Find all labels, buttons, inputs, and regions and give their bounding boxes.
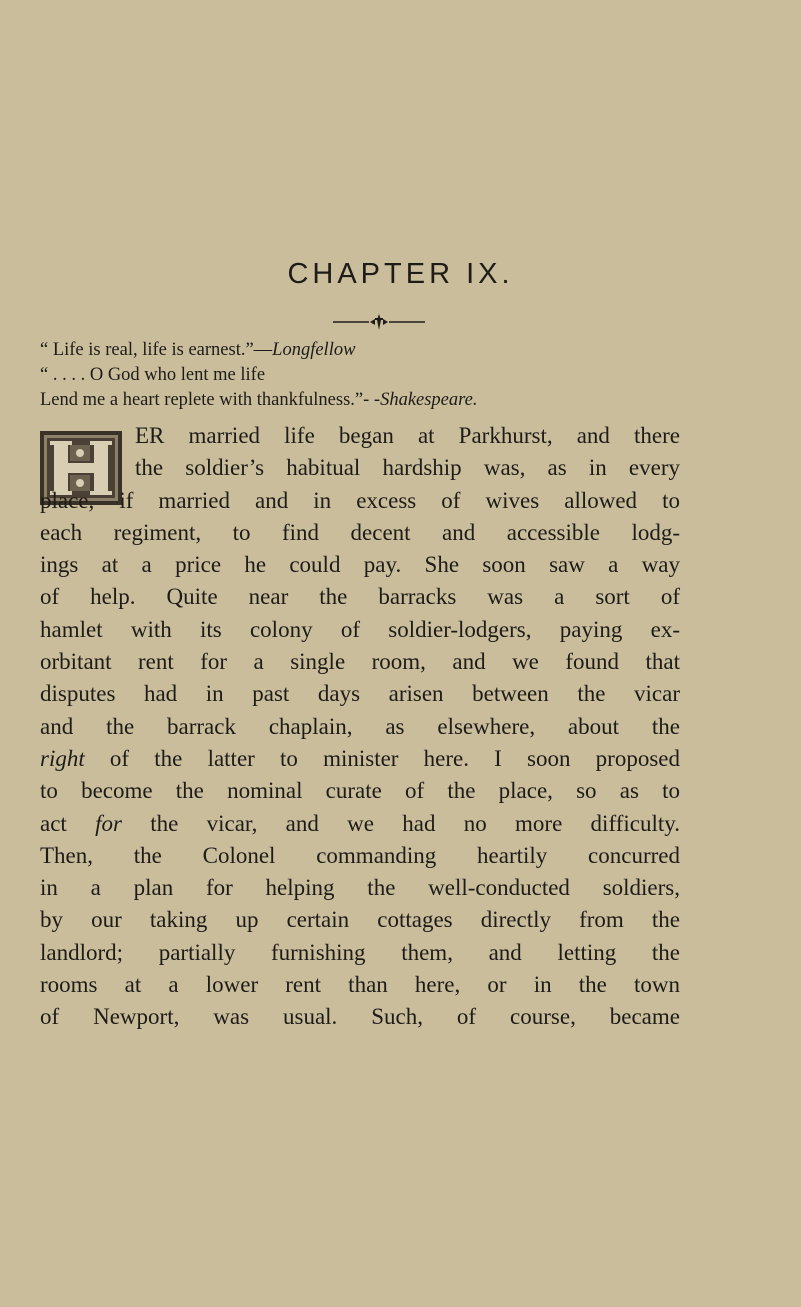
epigraph [40,338,740,413]
body-line [40,808,680,840]
body-line: rooms at a lower rent than here, or in the town [40,972,680,998]
emphasis-right: right [40,745,85,771]
body-line: of help. Quite near the barracks was a sort of [40,584,680,610]
body-paragraph [40,420,680,1034]
body-line: disputes had in past days arisen between the vicar [40,681,680,707]
body-line-rest: of the latter to minister here. I soon proposed [84,745,680,771]
body-line: to become the nominal curate of the place, so as to [40,778,680,804]
fleuron-cross-icon [333,312,425,332]
chapter-title: CHAPTER IX. [287,258,514,290]
body-line: landlord; partially furnishing them, and letting the [40,939,680,965]
epigraph-line-1 [40,338,740,363]
body-line: ER married life began at Parkhurst, and there [135,423,680,448]
body-line: hamlet with its colony of soldier-lodgers, paying ex- [40,616,680,642]
body-line: in a plan for helping the well-conducted soldiers, [40,875,680,901]
body-line: ings at a price he could pay. She soon saw a way [40,552,680,578]
epigraph-line-2: “ . . . . O God who lent me life [40,365,266,385]
epigraph-author-2: Shakespeare. [380,390,478,410]
epigraph-quote-1: “ Life is real, life is earnest.”— [40,340,273,360]
body-line: by our taking up certain cottages directly from the [40,907,680,933]
body-line: each regiment, to find decent and accessible lodg- [40,519,680,545]
body-line-pre: act [40,810,96,836]
body-line-rest: the vicar, and we had no more difficulty. [121,810,680,836]
epigraph-line-3 [40,388,740,413]
body-line: place, if married and in excess of wives allowed to [40,487,680,513]
emphasis-for: for [95,810,122,836]
body-line: orbitant rent for a single room, and we found that [40,649,680,675]
body-line: of Newport, was usual. Such, of course, became [40,1004,680,1030]
body-line: and the barrack chaplain, as elsewhere, about the [40,713,680,739]
epigraph-quote-2: Lend me a heart replete with thankfulness.”- - [40,390,381,410]
body-line: Then, the Colonel commanding heartily concurred [40,842,680,868]
body-line [40,743,680,775]
epigraph-author-1: Longfellow [272,340,356,360]
body-line: the soldier’s habitual hardship was, as in every [135,455,680,481]
